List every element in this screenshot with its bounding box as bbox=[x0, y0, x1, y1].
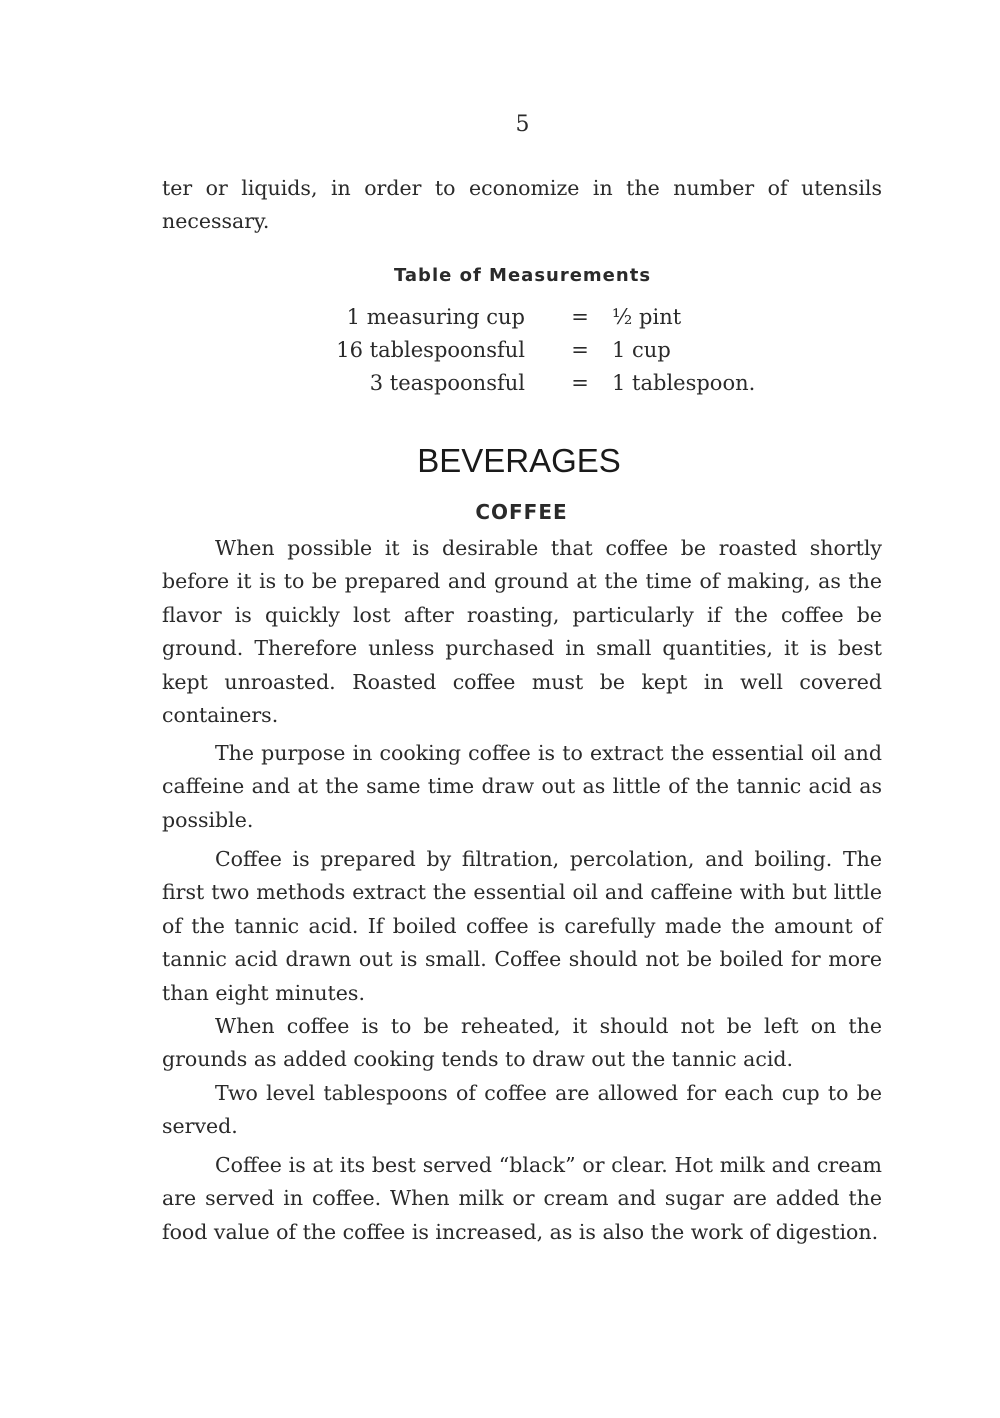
coffee-paragraph: The purpose in cooking coffee is to extract the essential oil and caffeine and at the same time draw out as little of the tannic acid as possible. bbox=[162, 741, 882, 832]
coffee-paragraph: Coffee is prepared by filtration, percolation, and boiling. The first two methods extract the essential oil and caffeine with but little of the tannic acid. If boiled coffee is carefully made the amount of tannic acid drawn out is small. Coffee should not be boiled for more than eight minutes. bbox=[162, 847, 882, 1005]
measurement-right: 1 cup bbox=[612, 338, 671, 362]
section-heading: BEVERAGES bbox=[417, 442, 621, 479]
measurement-equals: = bbox=[571, 371, 589, 395]
measurement-left: 1 measuring cup bbox=[346, 305, 525, 329]
measurement-equals: = bbox=[571, 338, 589, 362]
page-number: 5 bbox=[515, 112, 530, 137]
measurement-row bbox=[0, 334, 1000, 367]
coffee-paragraph: When coffee is to be reheated, it should not be left on the grounds as added cooking tends to draw out the tannic acid. bbox=[162, 1014, 882, 1072]
measurement-left: 16 tablespoonsful bbox=[336, 338, 525, 362]
coffee-heading: COFFEE bbox=[475, 500, 568, 524]
measurement-row bbox=[0, 367, 1000, 400]
coffee-paragraph: Two level tablespoons of coffee are allowed for each cup to be served. bbox=[162, 1081, 882, 1139]
coffee-paragraph: Coffee is at its best served “black” or clear. Hot milk and cream are served in coffee. When milk or cream and sugar are added the food value of the coffee is increased, as is also the work of digestion. bbox=[162, 1153, 882, 1244]
measurement-right: 1 tablespoon. bbox=[612, 371, 756, 395]
measurement-left: 3 teaspoonsful bbox=[369, 371, 525, 395]
intro-paragraph: ter or liquids, in order to economize in the number of utensils necessary. bbox=[162, 176, 882, 234]
coffee-paragraph: When possible it is desirable that coffee be roasted shortly before it is to be prepared and ground at the time of making, as the flavor is quickly lost after roasting, particularly if the coffee be ground. Therefore unless purchased in small quantities, it is best kept unroasted. Roasted coffee must be kept in well covered containers. bbox=[162, 536, 882, 728]
measurement-row bbox=[0, 301, 1000, 334]
measurement-right: ½ pint bbox=[612, 305, 682, 329]
measurement-equals: = bbox=[571, 305, 589, 329]
measurements-table-title: Table of Measurements bbox=[393, 265, 652, 286]
